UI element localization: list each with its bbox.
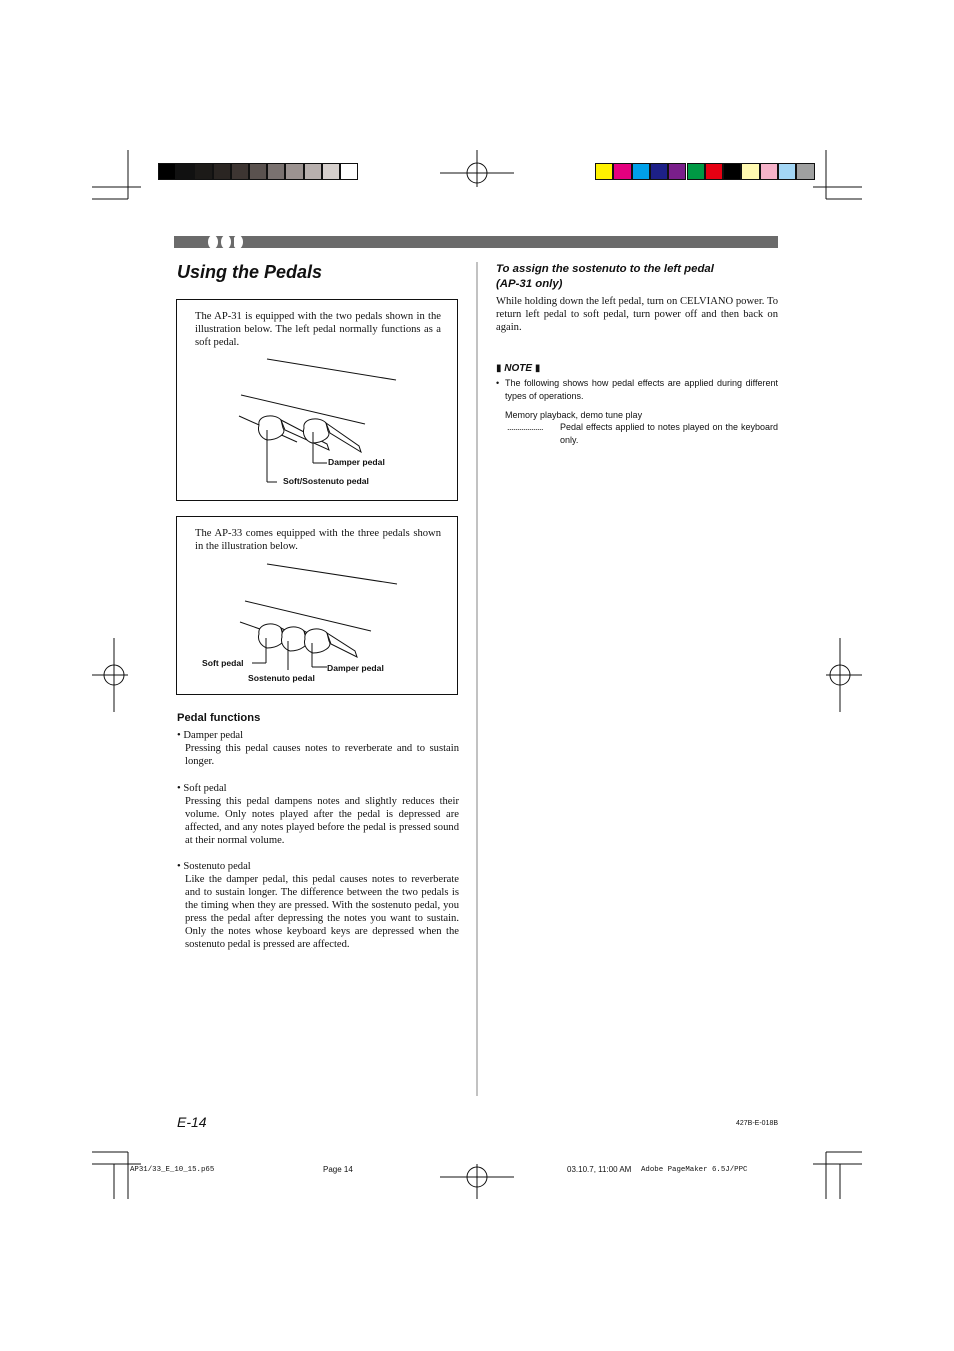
gray-swatch <box>340 163 358 180</box>
note-label-text: NOTE <box>504 363 533 374</box>
print-date: 03.10.7, 11:00 AM <box>567 1165 632 1174</box>
color-swatch <box>760 163 778 180</box>
pedal-functions-heading: Pedal functions <box>177 712 261 724</box>
gray-swatch <box>267 163 285 180</box>
ap31-description: The AP-31 is equipped with the two pedals shown in the illustration below. The left pedal normally functions as a soft pedal. <box>195 311 441 348</box>
color-swatch <box>613 163 631 180</box>
color-swatch <box>796 163 814 180</box>
ap31-pedals-illustration <box>177 300 457 500</box>
ap33-description: The AP-33 comes equipped with the three pedals shown in the illustration below. <box>195 528 441 552</box>
sostenuto-assign-heading <box>496 262 714 292</box>
bullet-icon: • <box>496 378 500 388</box>
color-swatch <box>741 163 759 180</box>
file-name: AP31/33_E_10_15.p65 <box>130 1166 215 1174</box>
page-title: Using the Pedals <box>177 262 323 282</box>
label-soft-pedal: Soft pedal <box>202 658 244 668</box>
note-label <box>496 363 540 374</box>
color-swatch <box>595 163 613 180</box>
label-sostenuto-pedal: Sostenuto pedal <box>248 673 315 683</box>
ap33-illustration-box <box>176 516 458 695</box>
color-swatch <box>687 163 705 180</box>
label-damper-pedal: Damper pedal <box>328 457 385 467</box>
doc-code: 427B-E-018B <box>736 1120 779 1127</box>
sostenuto-assign-heading-line1: To assign the sostenuto to the left pedal <box>496 263 714 275</box>
note-bullet-text: The following shows how pedal effects are applied during different types of operations. <box>505 378 778 401</box>
gray-swatch <box>304 163 322 180</box>
header-bar <box>172 234 778 250</box>
label-soft-sostenuto-pedal: Soft/Sostenuto pedal <box>283 476 369 486</box>
gray-swatch <box>231 163 249 180</box>
pedal-item-desc: Like the damper pedal, this pedal causes notes to reverberate and to sustain longer. The difference between the two pedals is the timing when they are pressed. With the sostenuto pedal, you press the pedal after depressing the notes you want to sustain. Only the notes whose keyboard keys are depressed when the sostenuto pedal is pressed are affected. <box>185 874 459 950</box>
color-swatch <box>632 163 650 180</box>
page-number: E-14 <box>177 1114 207 1130</box>
note-item: Memory playback, demo tune play <box>505 410 643 420</box>
label-damper-pedal-3: Damper pedal <box>327 663 384 673</box>
note-bar-icon: ▮ <box>496 363 505 374</box>
pedal-item-title: • Damper pedal <box>177 730 244 741</box>
color-swatch <box>778 163 796 180</box>
note-bar-icon: ▮ <box>532 363 541 374</box>
color-swatch <box>668 163 686 180</box>
pedal-item-damper <box>177 729 459 768</box>
gray-swatch <box>194 163 212 180</box>
note-dots: .................. <box>507 422 544 432</box>
note-effect: Pedal effects applied to notes played on the keyboard only. <box>560 422 778 445</box>
color-swatch <box>650 163 668 180</box>
color-swatch <box>723 163 741 180</box>
gray-swatch <box>249 163 267 180</box>
gray-swatch <box>158 163 176 180</box>
pedal-item-title: • Soft pedal <box>177 783 227 794</box>
gray-swatch <box>213 163 231 180</box>
pedal-item-title: • Sostenuto pedal <box>177 861 251 872</box>
color-swatch <box>705 163 723 180</box>
note-bullet <box>496 377 778 402</box>
pedal-item-desc: Pressing this pedal causes notes to reverberate and to sustain longer. <box>185 743 459 767</box>
page-info: Page 14 <box>323 1165 353 1174</box>
gray-swatch <box>285 163 303 180</box>
gray-swatch <box>322 163 340 180</box>
app-name: Adobe PageMaker 6.5J/PPC <box>641 1166 748 1174</box>
pedal-item-sostenuto <box>177 860 459 951</box>
sostenuto-assign-body: While holding down the left pedal, turn on CELVIANO power. To return left pedal to soft pedal, turn power off and then back on again. <box>496 296 778 333</box>
pedal-item-soft <box>177 782 459 847</box>
pedal-item-desc: Pressing this pedal dampens notes and slightly reduces their volume. Only notes played after the pedal is depressed are affected, and any notes played before the pedal is pressed sound at their normal volume. <box>185 796 459 846</box>
ap31-illustration-box <box>176 299 458 501</box>
gray-swatch <box>176 163 194 180</box>
sostenuto-assign-heading-line2: (AP-31 only) <box>496 278 563 290</box>
